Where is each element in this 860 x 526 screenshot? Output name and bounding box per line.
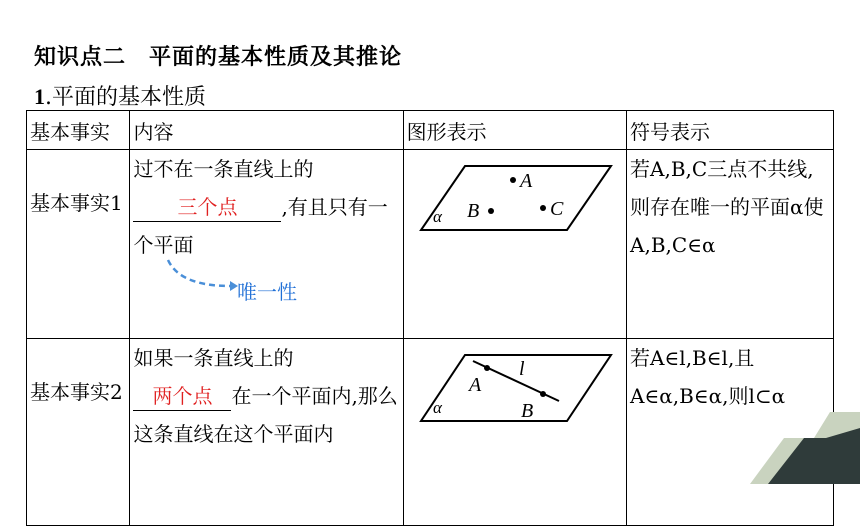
section-heading: 知识点二 平面的基本性质及其推论 <box>34 45 403 70</box>
subsection-number: 1 <box>34 84 45 109</box>
uniqueness-annotation: 唯一性 <box>237 280 297 304</box>
subsection-heading <box>34 80 206 111</box>
table-header-row <box>27 111 834 150</box>
basic-properties-table <box>26 110 834 526</box>
line-label-l: l <box>518 358 525 380</box>
fact-name: 基本事实1 <box>27 150 130 339</box>
plane-label: α <box>432 398 442 417</box>
point-label-c: C <box>549 198 564 220</box>
header-basic-fact: 基本事实 <box>27 111 130 150</box>
point-label-a: A <box>468 374 482 396</box>
fill-blank-answer: 两个点 <box>133 382 231 411</box>
header-figure: 图形表示 <box>403 111 626 150</box>
plane-figure-2 <box>417 351 613 425</box>
annotation-arrow-icon <box>160 252 240 292</box>
plane-figure-1 <box>417 162 613 234</box>
fact-content: 如果一条直线上的 两个点 在一个平面内,那么这条直线在这个平面内 <box>130 339 403 526</box>
fill-blank-answer: 三个点 <box>133 193 281 222</box>
header-symbol: 符号表示 <box>627 111 834 150</box>
table-row <box>27 150 834 339</box>
fact-figure <box>403 339 626 526</box>
fact-name: 基本事实2 <box>27 339 130 526</box>
fact-figure <box>403 150 626 339</box>
subsection-title: .平面的基本性质 <box>45 85 206 110</box>
point-label-b: B <box>520 400 534 422</box>
fact-content: 过不在一条直线上的 三个点 ,有且只有一个平面 <box>130 150 403 339</box>
fact-symbol: 若A∈l,B∈l,且A∈α,B∈α,则l⊂α <box>627 339 834 526</box>
point-label-a: A <box>519 170 533 192</box>
table-row <box>27 339 834 526</box>
plane-label: α <box>432 207 442 226</box>
corner-decoration <box>720 412 860 484</box>
fact-symbol: 若A,B,C三点不共线,则存在唯一的平面α使A,B,C∈α <box>627 150 834 339</box>
point-label-b: B <box>466 200 480 222</box>
header-content: 内容 <box>130 111 403 150</box>
